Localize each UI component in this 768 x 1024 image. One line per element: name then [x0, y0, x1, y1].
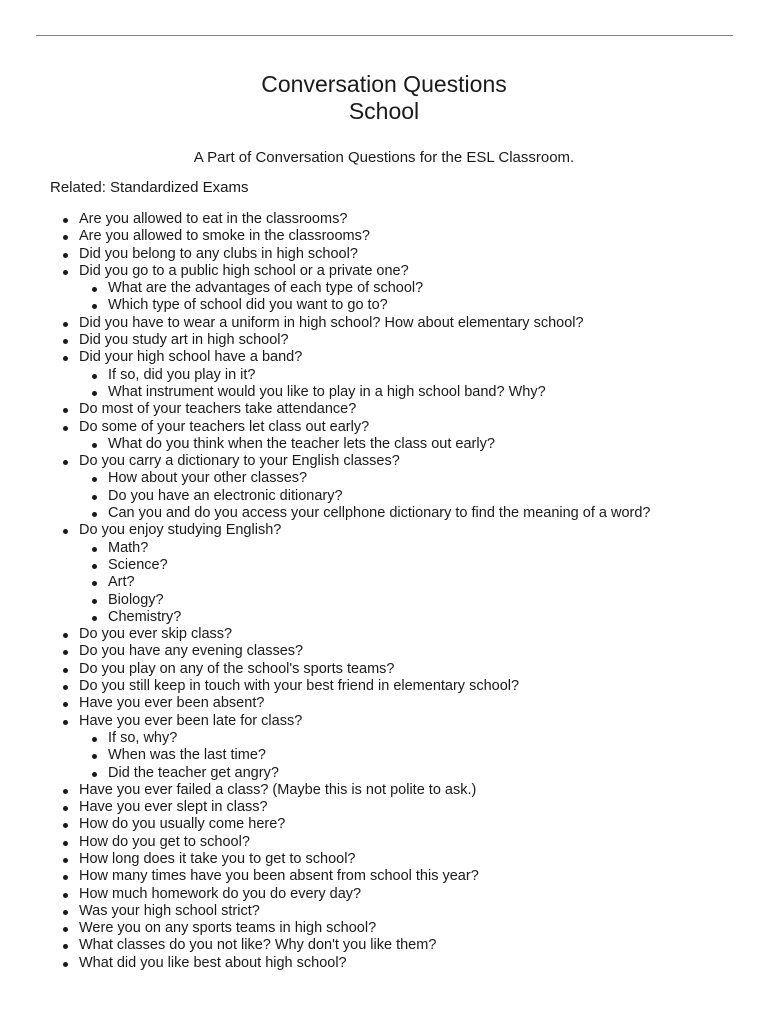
- bullet-icon: [92, 737, 97, 742]
- question-text: If so, why?: [108, 729, 178, 746]
- question-text: Have you ever slept in class?: [79, 799, 268, 816]
- question-text: What did you like best about high school?: [79, 954, 347, 971]
- bullet-icon: [63, 356, 68, 361]
- question-text: What classes do you not like? Why don't you like them?: [79, 937, 437, 954]
- sub-question-item: [0, 609, 768, 626]
- bullet-icon: [63, 841, 68, 846]
- bullet-icon: [92, 564, 97, 569]
- bullet-icon: [63, 823, 68, 828]
- bullet-icon: [63, 720, 68, 725]
- question-text: How about your other classes?: [108, 470, 308, 487]
- bullet-icon: [63, 927, 68, 932]
- question-text: Have you ever been late for class?: [79, 712, 303, 729]
- question-text: Do you still keep in touch with your best friend in elementary school?: [79, 678, 520, 695]
- sub-question-item: [0, 540, 768, 557]
- bullet-icon: [63, 339, 68, 344]
- question-text: Did your high school have a band?: [79, 349, 303, 366]
- sub-question-item: [0, 557, 768, 574]
- question-text: Did you go to a public high school or a private one?: [79, 262, 409, 279]
- intro-text: A Part of Conversation Questions for the ESL Classroom.: [193, 149, 575, 166]
- question-text: Which type of school did you want to go to?: [108, 297, 388, 314]
- question-text: If so, did you play in it?: [108, 366, 256, 383]
- bullet-icon: [92, 304, 97, 309]
- question-text: Do you enjoy studying English?: [79, 522, 282, 539]
- bullet-icon: [92, 443, 97, 448]
- bullet-icon: [63, 789, 68, 794]
- question-text: How do you usually come here?: [79, 816, 286, 833]
- question-text: Have you ever failed a class? (Maybe this is not polite to ask.): [79, 781, 477, 798]
- question-text: Do most of your teachers take attendance?: [79, 401, 357, 418]
- question-text: Have you ever been absent?: [79, 695, 265, 712]
- bullet-icon: [92, 616, 97, 621]
- bullet-icon: [63, 235, 68, 240]
- question-text: When was the last time?: [108, 747, 266, 764]
- bullet-icon: [63, 858, 68, 863]
- bullet-icon: [63, 685, 68, 690]
- question-item: [0, 332, 768, 349]
- question-item: [0, 713, 768, 730]
- question-item: [0, 349, 768, 366]
- question-text: What instrument would you like to play in a high school band? Why?: [108, 383, 546, 400]
- question-text: What are the advantages of each type of school?: [108, 280, 424, 297]
- bullet-icon: [92, 754, 97, 759]
- question-item: [0, 401, 768, 418]
- sub-question-item: [0, 384, 768, 401]
- question-item: [0, 816, 768, 833]
- question-text: Chemistry?: [108, 608, 182, 625]
- question-item: [0, 678, 768, 695]
- bullet-icon: [92, 391, 97, 396]
- title-line-2: School: [348, 98, 420, 124]
- bullet-icon: [63, 408, 68, 413]
- question-text: What do you think when the teacher lets the class out early?: [108, 435, 495, 452]
- question-text: Do you have an electronic ditionary?: [108, 487, 343, 504]
- question-text: Did you have to wear a uniform in high school? How about elementary school?: [79, 314, 584, 331]
- sub-question-item: [0, 765, 768, 782]
- question-text: Can you and do you access your cellphone dictionary to find the meaning of a word?: [108, 505, 651, 522]
- question-item: [0, 522, 768, 539]
- question-text: How much homework do you do every day?: [79, 885, 362, 902]
- question-text: Art?: [108, 574, 135, 591]
- question-text: Was your high school strict?: [79, 902, 260, 919]
- bullet-icon: [63, 650, 68, 655]
- question-item: [0, 643, 768, 660]
- bullet-icon: [92, 547, 97, 552]
- question-item: [0, 937, 768, 954]
- title-line-1: Conversation Questions: [261, 71, 507, 97]
- bullet-icon: [63, 962, 68, 967]
- sub-question-item: [0, 505, 768, 522]
- bullet-icon: [92, 772, 97, 777]
- bullet-icon: [92, 599, 97, 604]
- question-item: [0, 453, 768, 470]
- question-text: Do you ever skip class?: [79, 626, 233, 643]
- question-item: [0, 246, 768, 263]
- bullet-icon: [63, 668, 68, 673]
- sub-question-item: [0, 730, 768, 747]
- bullet-icon: [92, 512, 97, 517]
- sub-question-item: [0, 436, 768, 453]
- bullet-icon: [63, 893, 68, 898]
- bullet-icon: [63, 218, 68, 223]
- top-divider: [36, 35, 733, 36]
- question-item: [0, 263, 768, 280]
- question-item: [0, 782, 768, 799]
- sub-question-item: [0, 297, 768, 314]
- question-item: [0, 886, 768, 903]
- question-item: [0, 799, 768, 816]
- bullet-icon: [92, 495, 97, 500]
- bullet-icon: [63, 944, 68, 949]
- sub-question-item: [0, 470, 768, 487]
- bullet-icon: [63, 253, 68, 258]
- bullet-icon: [92, 374, 97, 379]
- bullet-icon: [63, 633, 68, 638]
- sub-question-item: [0, 747, 768, 764]
- bullet-icon: [92, 581, 97, 586]
- question-item: [0, 903, 768, 920]
- question-text: Do you carry a dictionary to your English classes?: [79, 453, 400, 470]
- question-item: [0, 868, 768, 885]
- question-text: Do some of your teachers let class out early?: [79, 418, 370, 435]
- question-text: Did you belong to any clubs in high school?: [79, 245, 358, 262]
- question-text: Do you have any evening classes?: [79, 643, 304, 660]
- sub-question-item: [0, 488, 768, 505]
- bullet-icon: [63, 322, 68, 327]
- bullet-icon: [63, 426, 68, 431]
- question-text: Are you allowed to eat in the classrooms?: [79, 211, 348, 227]
- related-link[interactable]: Related: Standardized Exams: [50, 179, 249, 196]
- question-text: Are you allowed to smoke in the classrooms?: [79, 228, 370, 245]
- sub-question-item: [0, 280, 768, 297]
- bullet-icon: [63, 529, 68, 534]
- question-item: [0, 920, 768, 937]
- bullet-icon: [63, 910, 68, 915]
- question-text: Did the teacher get angry?: [108, 764, 279, 781]
- question-item: [0, 661, 768, 678]
- question-item: [0, 834, 768, 851]
- bullet-icon: [63, 806, 68, 811]
- question-item: [0, 955, 768, 972]
- question-text: How long does it take you to get to school?: [79, 850, 356, 867]
- question-item: [0, 211, 768, 228]
- question-item: [0, 419, 768, 436]
- question-item: [0, 626, 768, 643]
- question-text: Math?: [108, 539, 149, 556]
- bullet-icon: [63, 875, 68, 880]
- question-text: Science?: [108, 556, 168, 573]
- question-text: How many times have you been absent from school this year?: [79, 868, 479, 885]
- question-text: How do you get to school?: [79, 833, 250, 850]
- sub-question-item: [0, 367, 768, 384]
- bullet-icon: [92, 477, 97, 482]
- question-item: [0, 695, 768, 712]
- question-list: [0, 211, 768, 972]
- question-text: Were you on any sports teams in high school?: [79, 920, 377, 937]
- question-text: Biology?: [108, 591, 164, 608]
- question-text: Do you play on any of the school's sports teams?: [79, 660, 395, 677]
- question-text: Did you study art in high school?: [79, 332, 289, 349]
- question-item: [0, 315, 768, 332]
- bullet-icon: [92, 287, 97, 292]
- question-item: [0, 228, 768, 245]
- page-title: [0, 71, 768, 125]
- sub-question-item: [0, 574, 768, 591]
- bullet-icon: [63, 702, 68, 707]
- sub-question-item: [0, 592, 768, 609]
- bullet-icon: [63, 270, 68, 275]
- bullet-icon: [63, 460, 68, 465]
- question-item: [0, 851, 768, 868]
